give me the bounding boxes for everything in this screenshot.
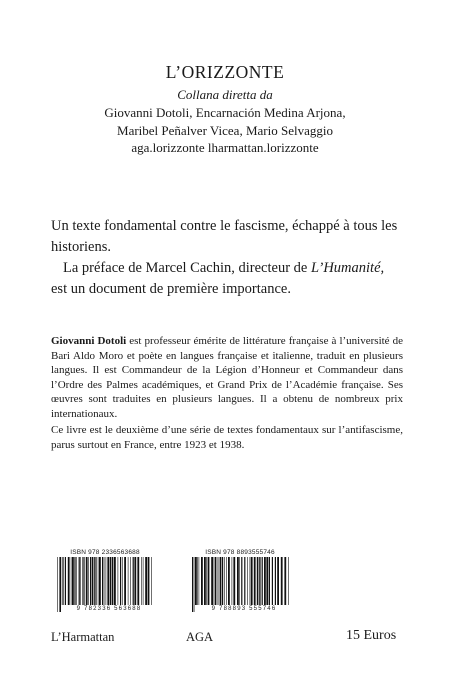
barcode-bar (257, 557, 258, 605)
barcode-bar (114, 557, 116, 605)
barcode-bar (74, 557, 75, 605)
barcode-bar (262, 557, 263, 605)
barcode-bar (65, 557, 66, 605)
barcode-digits: 9 782336 563688 (61, 605, 157, 613)
barcode-bar (220, 557, 222, 605)
barcode-bar (214, 557, 215, 605)
barcode-bar (106, 557, 107, 612)
barcode-bar (82, 557, 83, 605)
barcode-bar (239, 557, 240, 612)
barcode-bar (80, 557, 81, 605)
barcode-bar (250, 557, 251, 605)
barcode-bar (275, 557, 276, 605)
barcode-bar (137, 557, 139, 605)
barcode-bar (57, 557, 58, 612)
barcode-bar (118, 557, 119, 605)
price: 15 Euros (346, 628, 397, 643)
barcode-bar (218, 557, 219, 605)
barcode-bar (199, 557, 200, 605)
publisher-label: AGA (186, 630, 214, 644)
barcode-bar (222, 557, 223, 605)
barcode-icon (51, 557, 159, 612)
barcode-bar (71, 557, 72, 605)
barcode-bar (260, 557, 261, 605)
publisher-label: L’Harmattan (51, 630, 115, 644)
barcode-bar (148, 557, 150, 605)
barcode-bar (237, 557, 239, 605)
barcode-bar (232, 557, 233, 605)
barcode-bar (72, 557, 74, 605)
isbn-label: ISBN 978 8893555746 (205, 549, 275, 556)
barcode-bar (141, 557, 142, 605)
barcode-bar (62, 557, 63, 605)
barcode-block-lharmattan (51, 548, 159, 613)
editors-line-2: Maribel Peñalver Vicea, Mario Selvaggio (117, 122, 333, 138)
barcode-block-aga (186, 548, 294, 613)
editors-line-1: Giovanni Dotoli, Encarnación Medina Arjona, (104, 105, 346, 120)
barcode-bar (151, 557, 152, 612)
barcode-bar (128, 557, 129, 605)
barcode-bar (98, 557, 99, 605)
barcode-bar (226, 557, 227, 605)
newspaper-title: L’Humanité, (310, 260, 385, 276)
barcode-bar (211, 557, 213, 605)
barcode-bar (110, 557, 111, 605)
back-cover-blurb (51, 216, 401, 299)
barcode-bar (228, 557, 230, 605)
barcode-bar (281, 557, 283, 605)
barcode-bar (120, 557, 121, 605)
barcode-bar (224, 557, 225, 605)
series-title: L’ORIZZONTE (165, 62, 285, 82)
barcode-bar (266, 557, 268, 605)
blurb-p2-rest: est un document de première importance. (51, 280, 291, 297)
barcode-bar (79, 557, 80, 605)
barcode-bar (264, 557, 266, 605)
barcode-bar (208, 557, 210, 605)
barcode-bar (194, 557, 195, 612)
barcode-bar (197, 557, 198, 605)
bio-paragraph-2: Ce livre est le deuxième d’une série de textes fondamentaux sur l’antifascisme, parus surtout en France, entre 1923 et 1938. (51, 424, 403, 451)
series-header (0, 60, 450, 157)
barcode-bar (83, 557, 84, 605)
bio-text: est professeur émérite de littérature française à l’université de Bari Aldo Moro et poète en langues française et italienne, traduit en plusieurs langues. Il est Commandeur de la Légion d’Honneur et Commandeur dans l’Ordre des Palmes académiques, et Grand Prix de l’Académie française. Ses œuvres sont traduites en plusieurs langues. Il a obtenu de nombreux prix internationaux. (51, 335, 404, 420)
barcode-bar (112, 557, 114, 605)
barcode-bar (192, 557, 193, 612)
barcode-bar (244, 557, 245, 605)
author-bio (51, 334, 403, 452)
barcode-bar (104, 557, 105, 612)
barcode-bar (195, 557, 197, 605)
barcode-bar (124, 557, 126, 605)
bio-paragraph-1 (51, 334, 403, 421)
barcode-bar (251, 557, 253, 605)
barcode-bar (99, 557, 101, 605)
barcode-digits: 9 788893 555746 (196, 605, 292, 613)
barcode-bar (76, 557, 77, 605)
blurb-p2-text: La préface de Marcel Cachin, directeur de (63, 260, 311, 276)
barcode-bar (143, 557, 144, 605)
barcode-bar (247, 557, 248, 605)
barcode-bar (59, 557, 61, 612)
barcode-bar (284, 557, 286, 612)
barcode-bar (217, 557, 218, 605)
barcode-bar (233, 557, 235, 605)
barcode-bar (201, 557, 203, 605)
blurb-paragraph-1: Un texte fondamental contre le fascisme, échappé à tous les historiens. (51, 218, 398, 255)
barcode-bar (92, 557, 93, 605)
barcode-bar (86, 557, 88, 605)
barcode-bar (272, 557, 273, 605)
barcode-bar (145, 557, 147, 605)
barcode-bar (88, 557, 89, 605)
barcode-bar (90, 557, 91, 605)
barcode-bar (94, 557, 95, 605)
barcode-bar (259, 557, 260, 605)
barcode-bar (68, 557, 70, 605)
barcode-bar (133, 557, 134, 605)
barcode-bar (134, 557, 136, 605)
barcode-bar (215, 557, 216, 605)
barcode-bar (288, 557, 289, 605)
author-name: Giovanni Dotoli (51, 335, 127, 347)
barcode-bar (277, 557, 279, 605)
barcode-bar (130, 557, 131, 605)
editors-lead: Collana diretta da (177, 87, 273, 102)
barcode-bar (269, 557, 270, 605)
barcode-icon (186, 557, 294, 612)
barcode-bar (122, 557, 123, 605)
series-websites: aga.lorizzonte lharmattan.lorizzonte (131, 140, 319, 155)
barcode-bar (204, 557, 206, 605)
isbn-label: ISBN 978 2336563688 (70, 549, 140, 556)
barcode-bar (107, 557, 109, 605)
barcode-bar (254, 557, 256, 605)
barcode-bar (102, 557, 103, 605)
barcode-bar (206, 557, 207, 605)
barcode-bar (241, 557, 242, 605)
barcode-bar (95, 557, 96, 605)
blurb-paragraph-2 (51, 258, 401, 299)
